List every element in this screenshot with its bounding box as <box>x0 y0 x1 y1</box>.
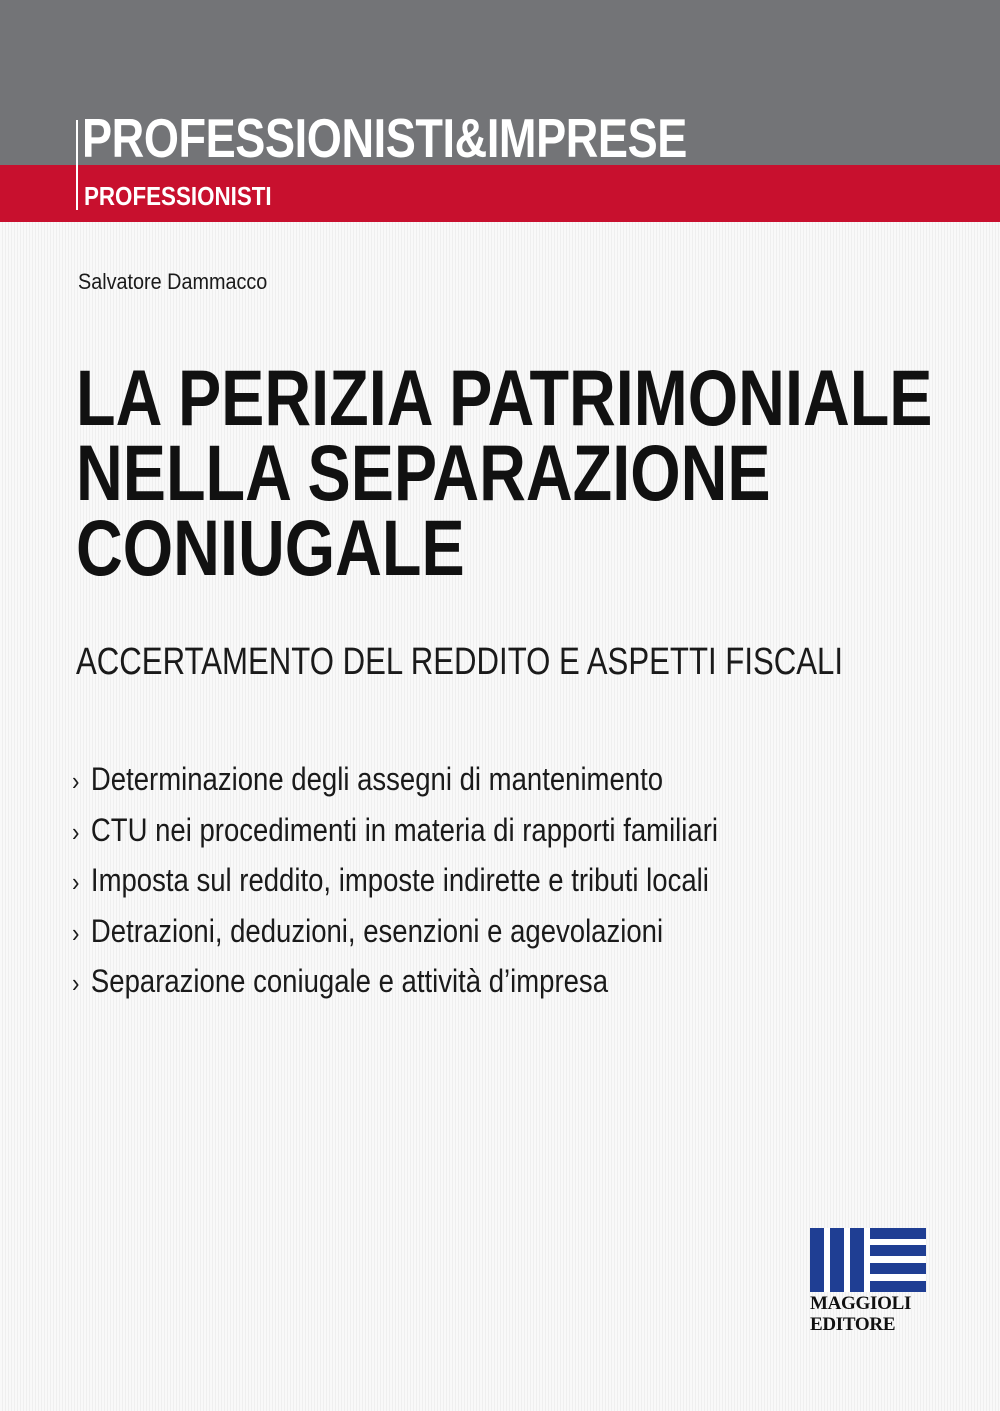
book-title-line: NELLA SEPARAZIONE <box>76 428 771 517</box>
publisher-name-line2: EDITORE <box>810 1314 896 1335</box>
book-title-line: LA PERIZIA PATRIMONIALE <box>76 353 933 442</box>
maggioli-logo-icon <box>810 1228 926 1292</box>
series-subtitle: PROFESSIONISTI <box>84 181 272 211</box>
list-item-text: Detrazioni, deduzioni, esenzioni e agevolazioni <box>90 912 664 949</box>
publisher-logo <box>810 1228 928 1335</box>
list-item <box>72 957 718 1008</box>
series-title: PROFESSIONISTI&IMPRESE <box>82 107 687 169</box>
topics-list <box>72 755 718 1008</box>
list-item-text: Separazione coniugale e attività d’impresa <box>90 963 608 999</box>
list-item <box>72 907 718 958</box>
book-subtitle: ACCERTAMENTO DEL REDDITO E ASPETTI FISCALI <box>76 641 844 683</box>
author-name: Salvatore Dammacco <box>78 269 268 294</box>
publisher-name-line1: MAGGIOLI <box>810 1293 912 1314</box>
book-title-line: CONIUGALE <box>76 503 465 592</box>
list-item-text: CTU nei procedimenti in materia di rapporti familiari <box>90 811 718 848</box>
book-title <box>76 353 933 592</box>
list-item-text: Imposta sul reddito, imposte indirette e tributi locali <box>90 862 709 898</box>
list-item <box>72 806 718 857</box>
chevron-right-icon: › <box>72 816 80 847</box>
chevron-right-icon: › <box>72 766 80 796</box>
list-item-text: Determinazione degli assegni di mantenimento <box>90 761 664 797</box>
list-item <box>72 856 718 907</box>
chevron-right-icon: › <box>72 867 80 897</box>
header-divider <box>76 120 78 210</box>
chevron-right-icon: › <box>72 917 80 948</box>
list-item <box>72 755 718 806</box>
chevron-right-icon: › <box>72 968 80 998</box>
